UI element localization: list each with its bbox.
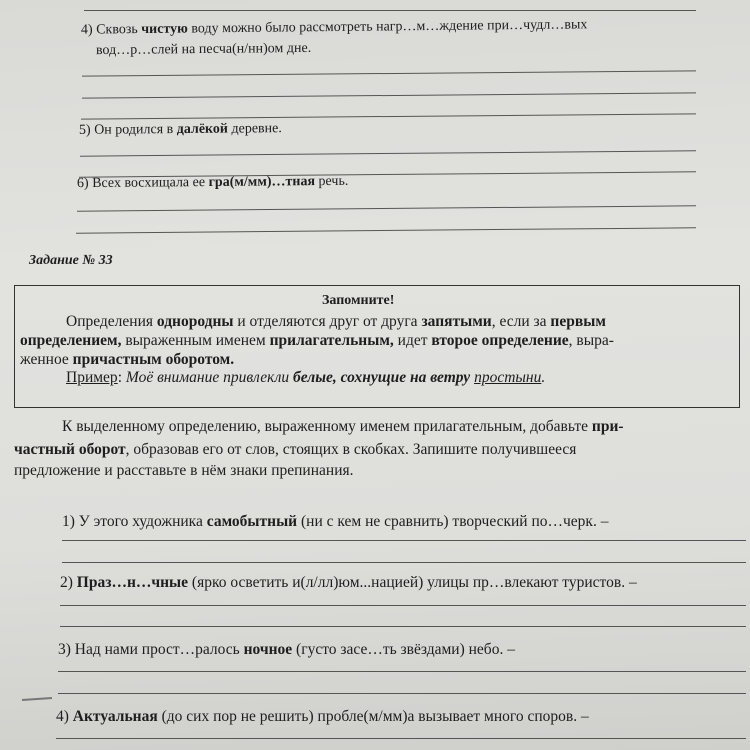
writing-line xyxy=(81,113,696,119)
rule-line-3: женное причастным оборотом. xyxy=(20,351,235,368)
exercise-4-line-1: 4) Сквозь чистую воду можно было рассмотреть нагр…м…ждение при…чудл…вых xyxy=(80,17,588,38)
instruction-line-1: К выделенному определению, выраженному именем прилагательным, добавьте при- xyxy=(62,418,624,435)
writing-line xyxy=(77,205,696,211)
exercise-6: 6) Всех восхищала ее гра(м/мм)…тная речь. xyxy=(76,173,349,192)
writing-line xyxy=(82,70,696,76)
item-2: 2) Праз…н…чные (ярко осветить и(л/лл)юм...нацией) улицы пр…влекают туристов. – xyxy=(60,574,637,591)
rule-line-1: Определения однородны и отделяются друг от друга запятыми, если за первым xyxy=(66,313,606,330)
item-3: 3) Над нами прост…ралось ночное (густо засе…ть звёздами) небо. – xyxy=(58,641,515,658)
rule-title: Запомните! xyxy=(322,293,395,308)
writing-line xyxy=(58,671,746,672)
writing-line xyxy=(62,540,746,541)
writing-line xyxy=(84,10,696,11)
writing-line xyxy=(80,150,696,156)
item-1: 1) У этого художника самобытный (ни с кем не сравнить) творческий по…черк. – xyxy=(62,513,609,530)
instruction-line-3: предложение и расставьте в нём знаки препинания. xyxy=(14,462,354,479)
writing-line xyxy=(58,693,746,694)
task-title: Задание № 33 xyxy=(29,253,113,268)
writing-line xyxy=(62,562,746,563)
rule-line-2: определением, выраженным именем прилагательным, идет второе определение, выра- xyxy=(20,332,614,349)
writing-line xyxy=(82,92,696,98)
writing-line xyxy=(76,227,696,233)
pencil-mark-icon xyxy=(22,697,52,701)
exercise-5: 5) Он родился в далёкой деревне. xyxy=(78,121,282,138)
item-4: 4) Актуальная (до сих пор не решить) пробле(м/мм)а вызывает много споров. – xyxy=(56,708,589,725)
instruction-line-2: частный оборот, образовав его от слов, стоящих в скобках. Запишите получившееся xyxy=(14,441,577,458)
writing-line xyxy=(60,605,746,606)
writing-line xyxy=(56,738,746,739)
exercise-4-line-2: вод…р…слей на песча(н/нн)ом дне. xyxy=(95,40,312,59)
rule-example: Пример: Моё внимание привлекли белые, сохнущие на ветру простыни. xyxy=(66,369,546,386)
writing-line xyxy=(60,626,746,627)
